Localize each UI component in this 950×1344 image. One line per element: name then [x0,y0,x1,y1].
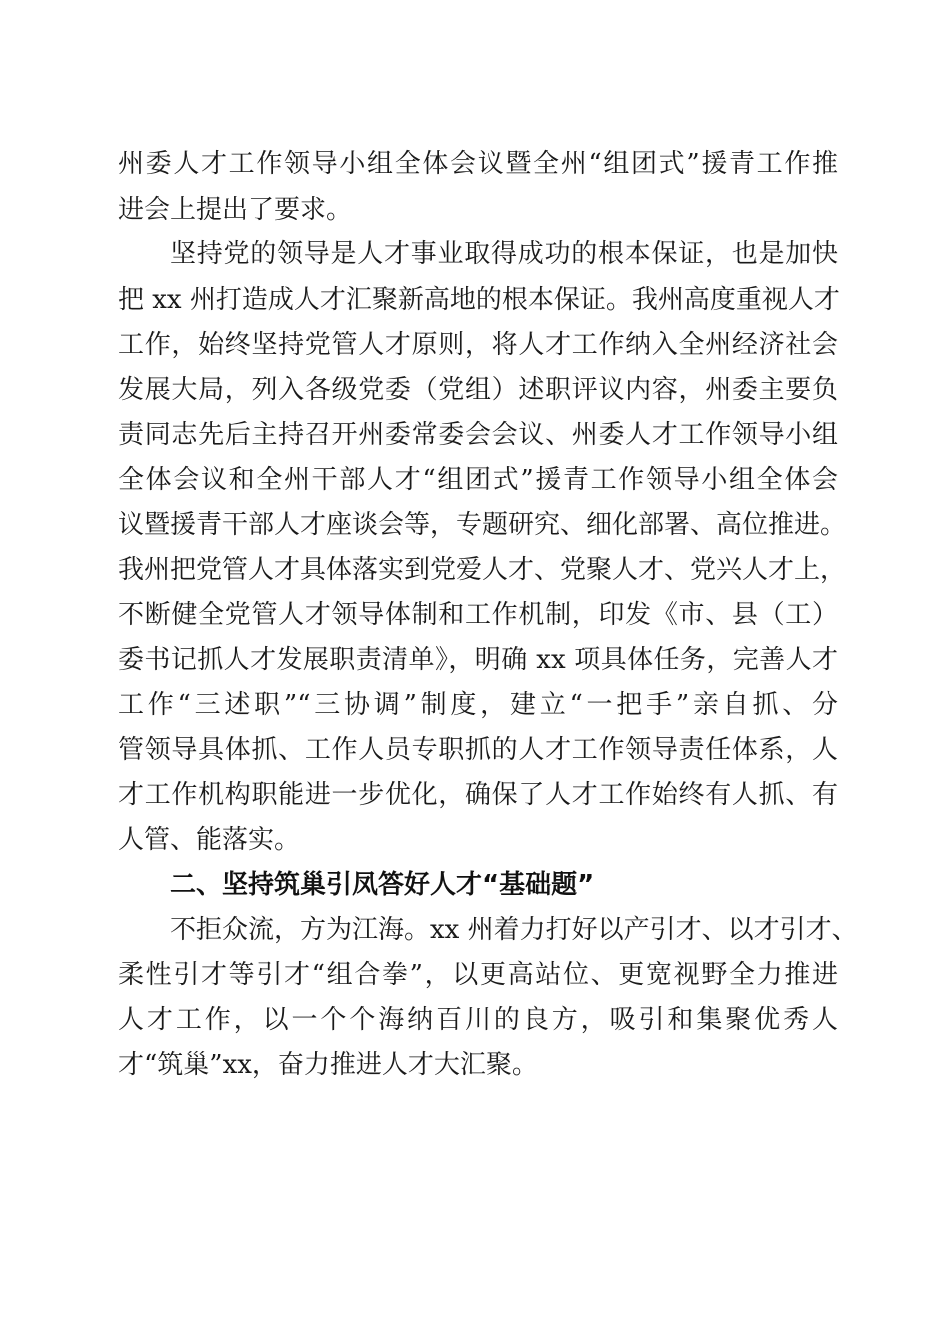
text-line: 州委人才工作领导小组全体会议暨全州“组团式”援青工作推 [118,149,838,179]
section-heading: 二、坚持筑巢引凤答好人才“基础题” [170,870,595,900]
text-line: 管领导具体抓、工作人员专职抓的人才工作领导责任体系，人 [118,735,838,765]
text-line: 人管、能落实。 [118,825,301,855]
paragraph-first-line: 不拒众流，方为江海。xx 州着力打好以产引才、以才引才、 [170,915,858,945]
text-line: 不断健全党管人才领导体制和工作机制，印发《市、县（工） [118,600,838,630]
text-line: 我州把党管人才具体落实到党爱人才、党聚人才、党兴人才上， [118,555,847,585]
text-line: 委书记抓人才发展职责清单》，明确 xx 项具体任务，完善人才 [118,645,838,675]
text-line: 才“筑巢”xx，奋力推进人才大汇聚。 [118,1050,538,1080]
text-line: 进会上提出了要求。 [118,195,353,225]
text-line: 柔性引才等引才“组合拳”，以更高站位、更宽视野全力推进 [118,960,838,990]
text-line: 发展大局，列入各级党委（党组）述职评议内容，州委主要负 [118,375,838,405]
text-line: 人才工作，以一个个海纳百川的良方，吸引和集聚优秀人 [118,1005,838,1035]
text-line: 工作“三述职”“三协调”制度，建立“一把手”亲自抓、分 [118,690,838,720]
text-line: 议暨援青干部人才座谈会等，专题研究、细化部署、高位推进。 [118,510,847,540]
text-line: 责同志先后主持召开州委常委会会议、州委人才工作领导小组 [118,420,838,450]
text-line: 把 xx 州打造成人才汇聚新高地的根本保证。我州高度重视人才 [118,285,840,315]
text-line: 才工作机构职能进一步优化，确保了人才工作始终有人抓、有 [118,780,838,810]
text-line: 工作，始终坚持党管人才原则，将人才工作纳入全州经济社会 [118,330,838,360]
paragraph-first-line: 坚持党的领导是人才事业取得成功的根本保证，也是加快 [170,239,838,269]
text-line: 全体会议和全州干部人才“组团式”援青工作领导小组全体会 [118,465,838,495]
